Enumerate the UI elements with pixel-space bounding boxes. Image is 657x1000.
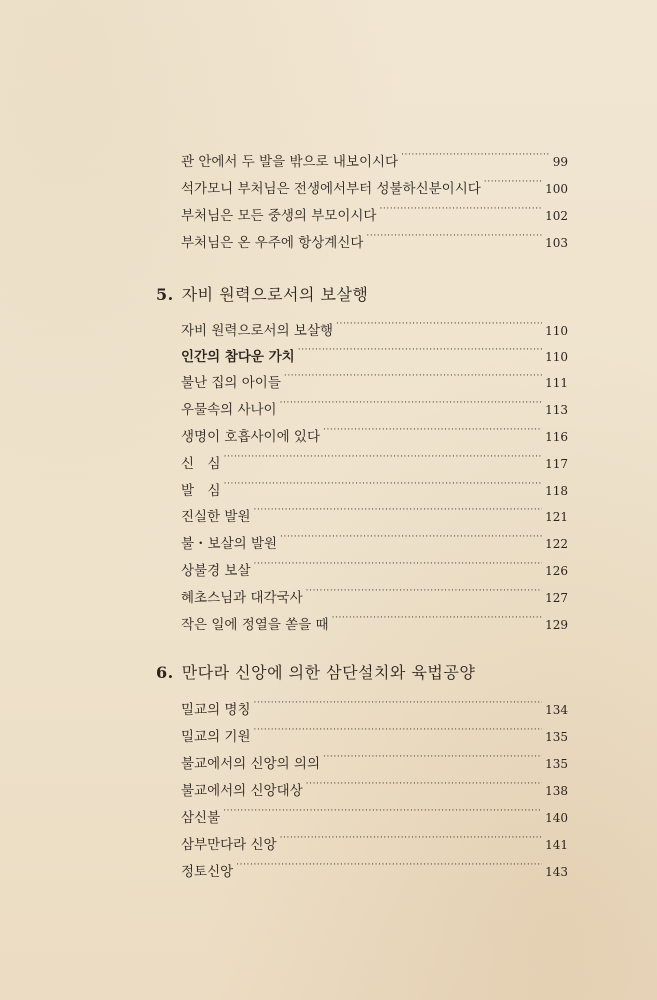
leader-dots	[224, 473, 543, 495]
toc-entry-page: 110	[545, 350, 568, 364]
toc-entry-page: 117	[545, 457, 568, 471]
toc-entry-title: 불・보살의 발원	[181, 536, 278, 552]
toc-entry-page: 140	[545, 811, 568, 825]
leader-dots	[323, 746, 542, 768]
toc-entry-page: 135	[545, 730, 568, 744]
toc-entry-title: 작은 일에 정열을 쏟을 때	[181, 617, 329, 633]
toc-entry-title: 진실한 발원	[181, 509, 251, 525]
section-title: 만다라 신앙에 의한 삼단설치와 육법공양	[181, 663, 476, 682]
leader-dots	[284, 365, 542, 387]
toc-entry	[181, 499, 568, 525]
toc-entry	[181, 365, 568, 391]
toc-entry	[181, 854, 568, 880]
toc-entry-page: 110	[545, 324, 568, 338]
toc-entry	[181, 473, 568, 499]
toc-entry-title: 상불경 보살	[181, 563, 251, 579]
toc-entry	[181, 313, 568, 339]
toc-entry-page: 99	[552, 155, 568, 169]
toc-entry-title: 삼신불	[181, 810, 221, 826]
toc-entry	[181, 719, 568, 745]
toc-entry-title: 생명이 호흡사이에 있다	[181, 429, 320, 445]
toc-entry-page: 121	[545, 510, 568, 524]
toc-entry	[181, 198, 568, 224]
toc-entry-page: 141	[545, 838, 568, 852]
leader-dots	[223, 800, 542, 822]
toc-entry-title: 불교에서의 신앙대상	[181, 783, 303, 799]
leader-dots	[254, 553, 543, 575]
toc-entry	[181, 144, 568, 170]
toc-entry-page: 138	[545, 784, 568, 798]
leader-dots	[254, 499, 543, 521]
section-number: 6.	[156, 663, 174, 682]
toc-entry	[181, 746, 568, 772]
toc-entry	[181, 339, 568, 365]
section-number: 5.	[156, 285, 174, 304]
toc-entry-page: 127	[545, 591, 568, 605]
toc-entry-title: 인간의 참다운 가치	[181, 349, 295, 365]
toc-entry	[181, 171, 568, 197]
leader-dots	[280, 392, 543, 414]
leader-dots	[366, 225, 542, 247]
toc-entry-title: 신 심	[181, 456, 221, 472]
toc-entry-title: 불난 집의 아이들	[181, 375, 281, 391]
leader-dots	[280, 827, 543, 849]
toc-entry-title: 관 안에서 두 발을 밖으로 내보이시다	[181, 154, 399, 170]
toc-entry-page: 102	[545, 209, 568, 223]
leader-dots	[236, 854, 542, 876]
toc-entry-page: 143	[545, 865, 568, 879]
toc-entry-title: 부처님은 모든 중생의 부모이시다	[181, 208, 377, 224]
toc-entry-page: 113	[545, 403, 568, 417]
leader-dots	[484, 171, 542, 193]
section-heading	[156, 281, 368, 309]
toc-entry	[181, 773, 568, 799]
leader-dots	[336, 313, 542, 335]
toc-entry-title: 밀교의 명칭	[181, 702, 251, 718]
toc-entry-page: 116	[545, 430, 568, 444]
leader-dots	[323, 419, 542, 441]
toc-entry	[181, 446, 568, 472]
toc-entry-title: 삼부만다라 신앙	[181, 837, 277, 853]
leader-dots	[379, 198, 542, 220]
toc-entry-title: 혜초스님과 대각국사	[181, 590, 303, 606]
toc-entry	[181, 392, 568, 418]
leader-dots	[306, 580, 542, 602]
toc-entry	[181, 692, 568, 718]
toc-entry-title: 불교에서의 신앙의 의의	[181, 756, 320, 772]
leader-dots	[332, 607, 543, 629]
toc-entry-title: 발 심	[181, 483, 221, 499]
toc-entry	[181, 827, 568, 853]
toc-entry-title: 자비 원력으로서의 보살행	[181, 323, 334, 339]
toc-entry-title: 부처님은 온 우주에 항상계신다	[181, 235, 364, 251]
toc-entry-page: 134	[545, 703, 568, 717]
leader-dots	[224, 446, 543, 468]
toc-entry-page: 126	[545, 564, 568, 578]
section-title: 자비 원력으로서의 보살행	[181, 285, 369, 304]
toc-entry	[181, 580, 568, 606]
section-heading	[156, 659, 475, 687]
toc-entry-page: 100	[545, 182, 568, 196]
leader-dots	[254, 719, 543, 741]
toc-entry	[181, 553, 568, 579]
toc-entry	[181, 800, 568, 826]
leader-dots	[280, 526, 542, 548]
toc-entry-page: 129	[545, 618, 568, 632]
toc-entry-page: 103	[545, 236, 568, 250]
toc-entry	[181, 419, 568, 445]
toc-entry	[181, 225, 568, 251]
toc-entry-page: 111	[545, 376, 568, 390]
leader-dots	[306, 773, 542, 795]
toc-entry-page: 135	[545, 757, 568, 771]
toc-entry-title: 석가모니 부처님은 전생에서부터 성불하신분이시다	[181, 181, 481, 197]
toc-entry-title: 정토신앙	[181, 864, 234, 880]
leader-dots	[298, 339, 542, 361]
leader-dots	[401, 144, 550, 166]
toc-entry-title: 밀교의 기원	[181, 729, 251, 745]
leader-dots	[254, 692, 543, 714]
toc-entry	[181, 526, 568, 552]
toc-entry-page: 118	[545, 484, 568, 498]
toc-entry-title: 우물속의 사나이	[181, 402, 277, 418]
toc-entry-page: 122	[545, 537, 568, 551]
toc-entry	[181, 607, 568, 633]
